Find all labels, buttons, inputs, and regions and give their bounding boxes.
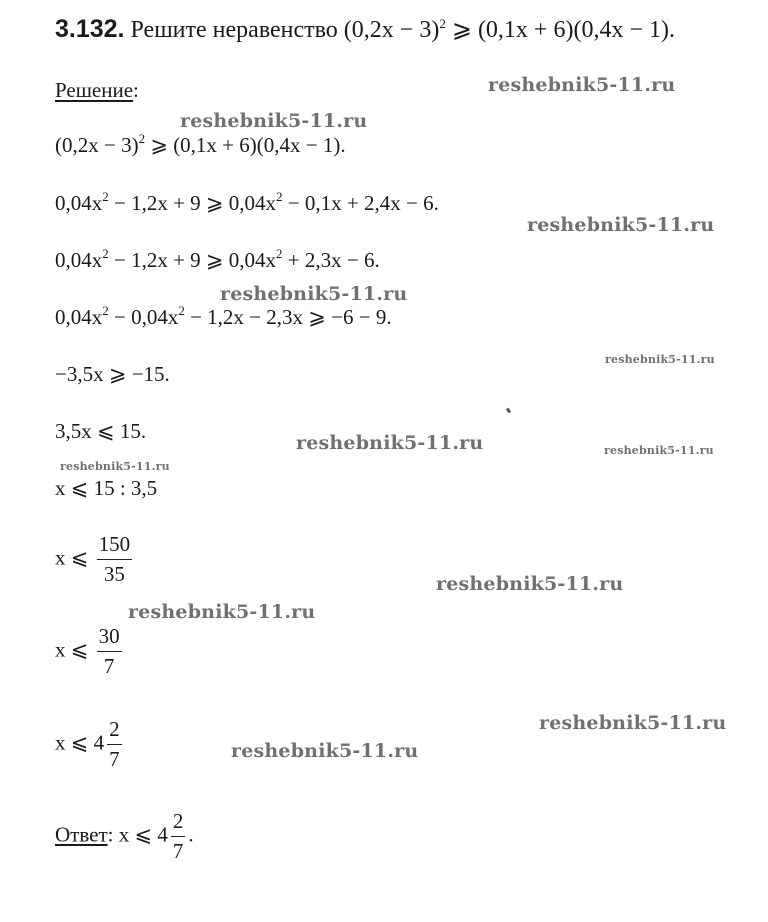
- step-line: [55, 248, 380, 275]
- problem-header: [55, 14, 675, 48]
- problem-statement-rest: ⩾ (0,1х + 6)(0,4х − 1).: [445, 17, 675, 43]
- scan-speck: [506, 408, 511, 414]
- fraction-bar: [171, 836, 186, 837]
- step-text: − 1,2х + 9 ⩾ 0,04х: [108, 191, 277, 215]
- step-exponent: 2: [138, 131, 146, 146]
- fraction-prefix: х ⩽: [55, 637, 94, 662]
- fraction-step: [55, 534, 135, 585]
- step-text: − 0,1х + 2,4х − 6.: [282, 191, 439, 215]
- fraction: [107, 719, 122, 770]
- step-text: (0,2х − 3): [55, 133, 139, 157]
- fraction-denominator: 35: [103, 562, 125, 586]
- watermark: reshebnik5-11.ru: [231, 740, 419, 762]
- fraction-bar: [97, 559, 133, 560]
- step-exponent: 2: [178, 303, 185, 318]
- solution-label: Решение: [55, 78, 134, 102]
- fraction-prefix: х ⩽: [55, 545, 94, 570]
- step-exponent: 2: [102, 246, 109, 261]
- answer-suffix: .: [188, 822, 194, 847]
- watermark: reshebnik5-11.ru: [296, 432, 484, 454]
- fraction-bar: [107, 744, 122, 745]
- fraction-prefix: х ⩽ 4: [55, 730, 105, 755]
- step-text: − 1,2х + 9 ⩾ 0,04х: [108, 248, 277, 272]
- watermark: reshebnik5-11.ru: [60, 460, 170, 473]
- step-exponent: 2: [102, 303, 109, 318]
- step-text: 0,04х: [55, 191, 103, 215]
- problem-exponent: 2: [439, 16, 446, 31]
- answer-label: Ответ: [55, 822, 108, 847]
- step-line: −3,5х ⩾ −15.: [55, 362, 170, 386]
- solution-colon: :: [133, 78, 139, 102]
- fraction-numerator: 2: [172, 809, 184, 833]
- watermark: reshebnik5-11.ru: [220, 283, 408, 305]
- watermark: reshebnik5-11.ru: [436, 573, 624, 595]
- fraction-numerator: 30: [98, 624, 120, 648]
- problem-number: 3.132.: [55, 15, 125, 43]
- answer-prefix: х ⩽ 4: [113, 822, 168, 847]
- step-text: − 0,04х: [108, 305, 179, 329]
- step-line: 3,5х ⩽ 15.: [55, 419, 147, 443]
- fraction-denominator: 7: [109, 747, 120, 771]
- answer-fraction: [171, 811, 186, 862]
- watermark: reshebnik5-11.ru: [180, 110, 368, 132]
- fraction-step: [55, 719, 125, 770]
- solution-heading: [55, 78, 139, 102]
- answer-colon: :: [107, 822, 114, 847]
- watermark: reshebnik5-11.ru: [488, 74, 676, 96]
- watermark: reshebnik5-11.ru: [527, 214, 715, 236]
- step-text: − 1,2х − 2,3х ⩾ −6 − 9.: [184, 305, 392, 329]
- watermark: reshebnik5-11.ru: [604, 444, 714, 457]
- watermark: reshebnik5-11.ru: [539, 712, 727, 734]
- watermark: reshebnik5-11.ru: [128, 601, 316, 623]
- watermark: reshebnik5-11.ru: [605, 353, 715, 366]
- problem-statement: Решите неравенство (0,2х − 3): [130, 17, 440, 43]
- fraction: [97, 626, 122, 677]
- fraction-numerator: 150: [98, 532, 131, 556]
- step-text: + 2,3х − 6.: [282, 248, 380, 272]
- fraction-numerator: 2: [109, 717, 120, 741]
- step-exponent: 2: [276, 246, 283, 261]
- fraction-bar: [97, 651, 122, 652]
- step-text: 0,04х: [55, 248, 103, 272]
- step-line: х ⩽ 15 : 3,5: [55, 476, 158, 500]
- step-text: 0,04х: [55, 305, 103, 329]
- step-text: ⩾ (0,1х + 6)(0,4х − 1).: [145, 133, 346, 157]
- step-exponent: 2: [276, 189, 283, 204]
- step-line: [55, 305, 392, 332]
- fraction-step: [55, 626, 125, 677]
- answer-line: [55, 811, 194, 862]
- fraction-denominator: 7: [103, 654, 115, 678]
- step-exponent: 2: [102, 189, 109, 204]
- fraction: [97, 534, 133, 585]
- fraction-denominator: 7: [172, 839, 184, 863]
- step-line: [55, 191, 439, 218]
- step-line: [55, 133, 346, 160]
